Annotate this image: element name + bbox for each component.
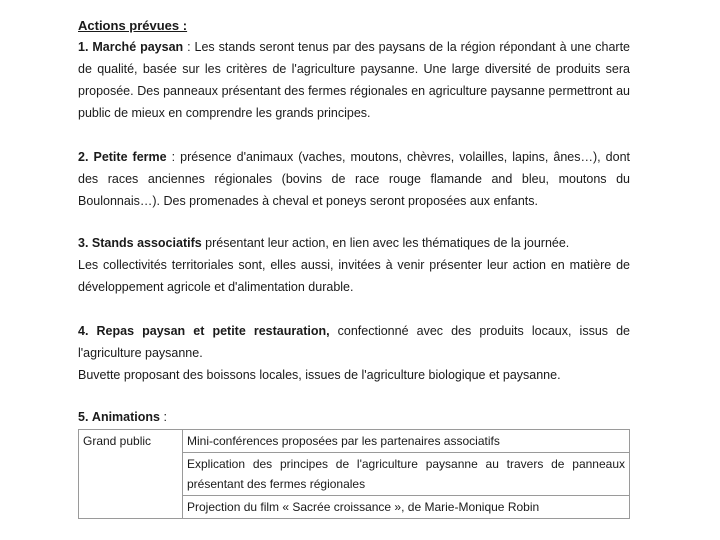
item-label: Animations <box>91 410 160 424</box>
item-text: présentant leur action, en lien avec les thématiques de la journée. <box>201 236 570 250</box>
item-label: Repas paysan et petite restauration, <box>96 324 330 338</box>
item-number: 3. <box>78 236 89 250</box>
item-suffix: : <box>159 410 167 424</box>
item-stands-associatifs-extra: Les collectivités territoriales sont, elles aussi, invitées à venir présenter leur action en matière de développement agricole et d'alimentation durable. <box>78 258 630 294</box>
item-label: Stands associatifs <box>91 236 202 250</box>
spacer <box>78 212 630 232</box>
section-title: Actions prévues : <box>78 18 188 33</box>
item-number: 2. <box>78 150 89 164</box>
document-body <box>78 16 630 519</box>
item-marche-paysan <box>78 36 630 124</box>
spacer <box>78 386 630 406</box>
item-number: 5. <box>78 410 89 424</box>
activity-cell: Explication des principes de l'agriculture paysanne au travers de panneaux présentant des fermes régionales <box>183 453 630 496</box>
item-repas-paysan <box>78 320 630 364</box>
activity-cell: Mini-conférences proposées par les partenaires associatifs <box>183 430 630 453</box>
spacer <box>78 124 630 146</box>
item-repas-paysan-extra: Buvette proposant des boissons locales, issues de l'agriculture biologique et paysanne. <box>78 368 561 382</box>
item-number: 4. <box>78 324 89 338</box>
item-text: confectionné avec des produits locaux, issus de l'agriculture paysanne. <box>78 324 630 360</box>
item-label: Petite ferme <box>93 150 167 164</box>
item-text: : Les stands seront tenus par des paysans de la région répondant à une charte de qualité, basée sur les critères de l'agriculture paysanne. Une large diversité de produits sera proposée. Des panneaux présentant des fermes régionales en agriculture paysanne permettront au public de mieux en comprendre les grands principes. <box>78 40 630 120</box>
table-row <box>79 430 630 453</box>
spacer <box>78 298 630 320</box>
animations-table <box>78 429 630 519</box>
item-text: : présence d'animaux (vaches, moutons, chèvres, volailles, lapins, ânes…), dont des races anciennes régionales (bovins de race rouge flamande and bleu, moutons du Boulonnais…). Des promenades à cheval et poneys seront proposées aux enfants. <box>78 150 630 208</box>
item-label: Marché paysan <box>92 40 184 54</box>
item-number: 1. <box>78 40 89 54</box>
item-animations <box>78 406 630 428</box>
item-petite-ferme <box>78 146 630 212</box>
activity-cell: Projection du film « Sacrée croissance », de Marie-Monique Robin <box>183 496 630 519</box>
audience-cell: Grand public <box>79 430 183 519</box>
item-stands-associatifs <box>78 232 630 254</box>
